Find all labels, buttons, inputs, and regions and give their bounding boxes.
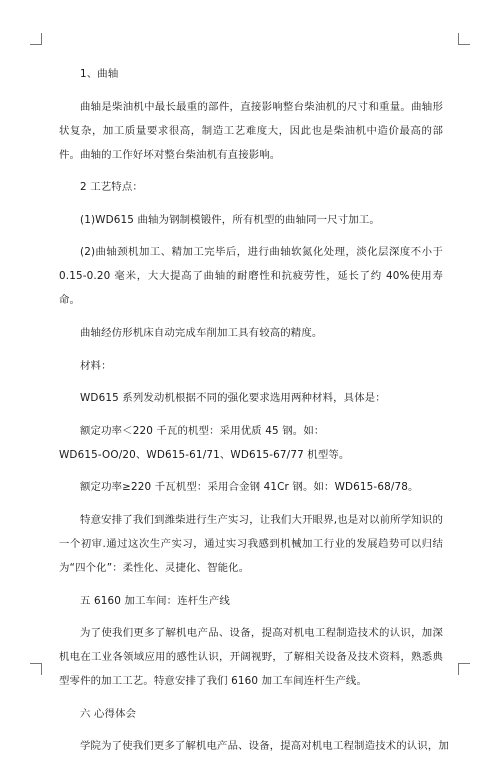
corner-crop-mark-top-left	[30, 33, 42, 45]
document-body	[59, 62, 449, 767]
materials-label: 材料：	[80, 359, 112, 372]
paragraph-copy-lathe: 曲轴经仿形机床自动完成车削加工具有较高的精度。	[80, 326, 323, 339]
material-line-under-220kw: 额定功率＜220 千瓦的机型：采用优质 45 钢。如：	[80, 424, 325, 437]
section-heading-process-features: 2 工艺特点：	[80, 181, 143, 194]
material-line-over-220kw: 额定功率≥220 千瓦机型：采用合金钢 41Cr 钢。如：WD615-68/78。	[80, 481, 419, 494]
paragraph-materials-intro: WD615 系列发动机根据不同的强化要求选用两种材料，具体是：	[80, 392, 386, 405]
section-heading-reflections: 六 心得体会	[80, 707, 137, 720]
section-heading-crankshaft: 1、曲轴	[80, 68, 119, 80]
paragraph-crankshaft-intro: 曲轴是柴油机中最长最重的部件，直接影响整台柴油机的尺寸和重量。曲轴形状复杂，加工质量要求很高，制造工艺难度大，因此也是柴油机中造价最高的部件。曲轴的工作好坏对整台柴油机有直接影响。	[59, 100, 443, 161]
list-item-nitriding: (2)曲轴颈机加工、精加工完毕后，进行曲轴软氮化处理，淡化层深度不小于 0.15-0.20 毫米，大大提高了曲轴的耐磨性和抗疲劳性，延长了约 40%使用寿命。	[59, 246, 443, 307]
section-heading-connecting-rod-line: 五 6160 加工车间：连杆生产线	[80, 594, 230, 607]
corner-crop-mark-bottom-right	[458, 663, 470, 675]
paragraph-connecting-rod-line: 为了使我们更多了解机电产品、设备，提高对机电工程制造技术的认识，加深机电在工业各领域应用的感性认识，开阔视野，了解相关设备及技术资料，熟悉典型零件的加工工艺。特意安排了我们 6160 加工车间连杆生产线。	[59, 627, 443, 688]
corner-crop-mark-bottom-left	[30, 663, 42, 675]
material-models-under-220kw: WD615-OO/20、WD615-61/71、WD615-67/77 机型等。	[59, 448, 350, 461]
corner-crop-mark-top-right	[458, 33, 470, 45]
list-item-forging: (1)WD615 曲轴为钢制模锻件，所有机型的曲轴同一尺寸加工。	[80, 213, 380, 226]
paragraph-reflections: 学院为了使我们更多了解机电产品、设备，提高对机电工程制造技术的认识，加	[80, 740, 449, 753]
paragraph-internship-weichai: 特意安排了我们到潍柴进行生产实习，让我们大开眼界,也是对以前所学知识的一个初审.通过这次生产实习，通过实习我感到机械加工行业的发展趋势可以归结为“四个化”：柔性化、灵捷化、智能化。	[59, 513, 443, 574]
